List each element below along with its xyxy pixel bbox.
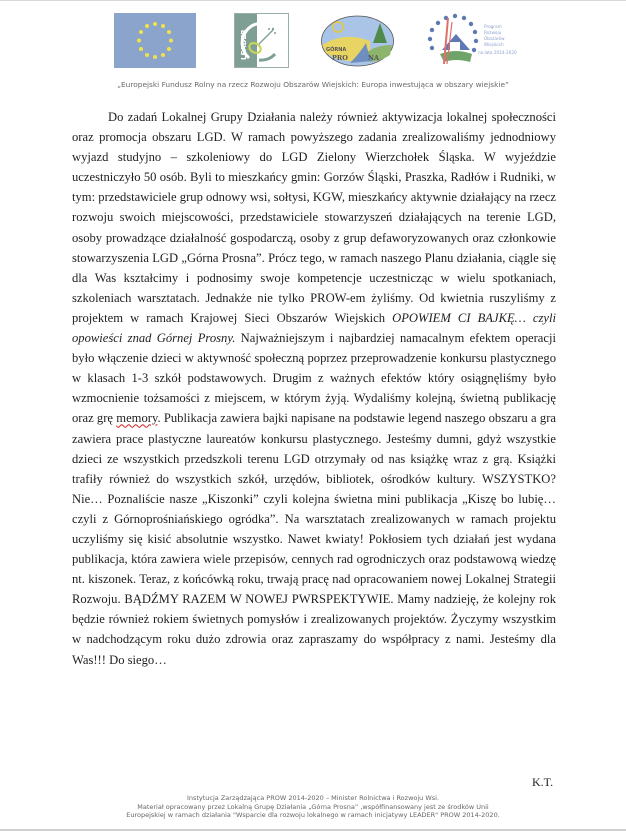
eu-flag-logo [114, 13, 196, 68]
footer [0, 794, 626, 820]
svg-text:NA: NA [368, 54, 379, 62]
svg-text:Obszarów: Obszarów [484, 36, 505, 41]
logo-bar [0, 12, 626, 70]
eu-stars-icon [114, 13, 196, 68]
article-paragraph [72, 107, 556, 670]
leader-logo [234, 13, 289, 68]
article-body [72, 107, 556, 670]
article-text-part3: . Publikacja zawiera bajki napisane na podstawie legend naszego obszaru a gra zawiera prace plastyczne laureatów konkursu plastycznego. Jesteśmy dumni, gdyż wszystkie dzieci ze wszystkich przedszkoli terenu LGD otrzymały od nas książkę wraz z grą. Książki trafiły również do wszystkich szkół, urzędów, bibliotek, ośrodków kultury. WSZYSTKO? Nie… Poznaliście nasze „Kiszonki” czyli kolejna świetna mini publikacja „Kiszę bo lubię… czyli z Górnoprośniańskiego ogródka”. Na warsztatach zrealizowanych w ramach projektu uczyliśmy się kisić absolutnie wszystko. Nawet kwiaty! Pokłosiem tych działań jest wydana publikacja, która zawiera wiele przepisów, cennych rad ogrodniczych oraz podstawową wiedzę nt. kiszonek. Teraz, z końcówką roku, trwają pracę nad opracowaniem nowej Lokalnej Strategii Rozwoju. BĄDŹMY RAZEM W NOWEJ PWRSPEKTYWIE. Mamy nadzieję, że kolejny rok będzie również rokiem świetnych pomysłów i zrealizowanych projektów. Życzymy wszystkim w nadchodzącym roku dużo zdrowia oraz zapraszamy do współpracy z nami. Jesteśmy dla Was!!! Do siego… [72, 411, 556, 667]
svg-text:LEADER: LEADER [240, 29, 248, 60]
article-text-part1: Do zadań Lokalnej Grupy Działania należy również aktywizacja lokalnej społeczności oraz promocja obszaru LGD. W ramach powyższego zadania zrealizowaliśmy jednodniowy wyjazd studyjno – szkoleniowy do LGD Zielony Wierzchołek Śląska. W wyjeździe uczestniczyło 50 osób. Byli to mieszkańcy gmin: Gorzów Śląski, Praszka, Radłów i Rudniki, w tym: przedstawiciele grup odnowy wsi, sołtysi, KGW, mieszkańcy aktywnie działający na rzecz rozwoju swoich miejscowości, przedstawiciele stowarzyszeń działających na terenie LGD, osoby prowadzące działalność gospodarczą, osoby z grup defaworyzowanych oraz członkowie stowarzyszenia LGD „Górna Prosna”. Prócz tego, w ramach naszego Planu działania, ciągle się dla Was kształcimy i podnosimy swoje kompetencje uczestnicząc w wielu spotkaniach, szkoleniach warsztatach. Jednakże nie tylko PROW-em żyliśmy. Od kwietnia ruszyliśmy z projektem w ramach Krajowej Sieci Obszarów Wiejskich [72, 110, 556, 325]
project-title: OPOWIEM CI BAJKĘ… czyli opowieści znad Górnej Prosny. [72, 310, 556, 346]
svg-text:PRO: PRO [332, 54, 348, 62]
top-border [0, 0, 626, 1]
gorna-prosna-emblem-icon [320, 15, 395, 67]
prow-emblem-icon [422, 12, 527, 70]
article-text-part2: Najważniejszym i najbardziej namacalnym efektem operacji było włączenie dzieci w aktywność społeczną poprzez przeprowadzenie konkursu plastycznego w klasach 1-3 szkół podstawowych. Drugim z ważnych efektów który osiągnęliśmy było wzmocnienie tożsamości z miejscem, w którym żyją. Wydaliśmy kolejną, świetną publikację oraz grę [72, 331, 556, 426]
footer-line-2: Materiał opracowany przez Lokalną Grupę Działania „Górna Prosna” ,współfinansowany jest ze środków Unii [137, 802, 489, 811]
svg-text:Rozwoju: Rozwoju [484, 30, 502, 35]
prow-logo [422, 12, 527, 70]
footer-line-1: Instytucja Zarządzająca PROW 2014-2020 – Minister Rolnictwa i Rozwoju Wsi. [186, 794, 440, 802]
svg-text:na lata 2014-2020: na lata 2014-2020 [478, 50, 517, 55]
spellcheck-flagged-word: memory [116, 411, 158, 426]
svg-text:Program: Program [484, 24, 502, 29]
svg-text:Wiejskich: Wiejskich [484, 42, 504, 47]
leader-emblem-icon [235, 14, 288, 67]
footer-line-3: Europejskiej w ramach działania "Wsparcie dla rozwoju lokalnego w ramach inicjatywy LEADER" PROW 2014-2020. [126, 811, 500, 820]
signature: K.T. [532, 775, 554, 789]
gorna-prosna-logo [320, 15, 395, 67]
motto-text: „Europejski Fundusz Rolny na rzecz Rozwoju Obszarów Wiejskich: Europa inwestująca w obszary wiejskie” [117, 80, 509, 89]
svg-text:GÓRNA: GÓRNA [326, 47, 347, 53]
